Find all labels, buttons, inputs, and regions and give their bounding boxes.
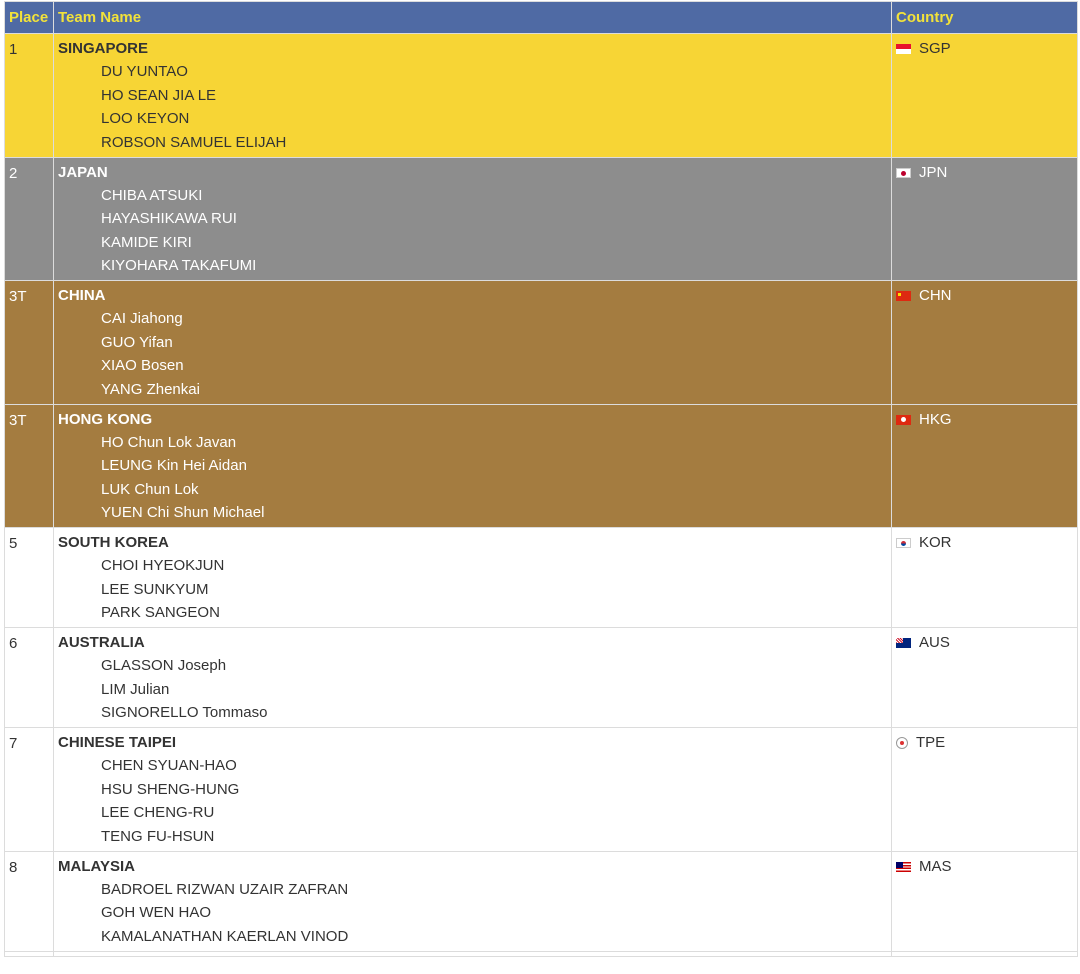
team-member[interactable]: ROBSON SAMUEL ELIJAH: [101, 133, 287, 151]
team-cell: [54, 528, 892, 628]
country-cell: [892, 34, 1078, 158]
country-code: JPN: [919, 163, 948, 181]
country-info[interactable]: [896, 165, 1077, 181]
team-cell: [54, 628, 892, 728]
team-member[interactable]: LIM Julian: [101, 680, 170, 698]
team-name[interactable]: MALAYSIA: [58, 857, 135, 875]
team-name[interactable]: SOUTH KOREA: [58, 534, 169, 551]
country-code: MAS: [919, 857, 952, 875]
team-member[interactable]: KAMALANATHAN KAERLAN VINOD: [101, 927, 349, 945]
country-info[interactable]: [896, 735, 1077, 751]
team-member[interactable]: LUK Chun Lok: [101, 480, 199, 498]
country-cell: [892, 528, 1078, 628]
team-member[interactable]: GUO Yifan: [101, 333, 173, 351]
country-info[interactable]: [896, 859, 1077, 875]
country-cell: [892, 157, 1078, 281]
team-member[interactable]: KIYOHARA TAKAFUMI: [101, 257, 257, 274]
team-name[interactable]: SINGAPORE: [58, 40, 149, 57]
team-cell: [54, 851, 892, 951]
team-member[interactable]: BADROEL RIZWAN UZAIR ZAFRAN: [101, 880, 349, 898]
place-cell: 7: [5, 728, 54, 852]
country-info[interactable]: [896, 635, 1077, 651]
table-row: [5, 404, 1078, 528]
team-name[interactable]: JAPAN: [58, 163, 108, 181]
table-row: [5, 528, 1078, 628]
place-cell: 2: [5, 157, 54, 281]
team-member[interactable]: YANG Zhenkai: [101, 380, 200, 398]
header-team-name[interactable]: Team Name: [54, 2, 892, 34]
country-code: CHN: [919, 287, 952, 304]
empty-cell: [892, 951, 1078, 956]
team-member[interactable]: HAYASHIKAWA RUI: [101, 210, 237, 227]
team-member[interactable]: LEUNG Kin Hei Aidan: [101, 457, 247, 474]
country-code: SGP: [919, 40, 951, 57]
place-cell: 1: [5, 34, 54, 158]
place-cell: 6: [5, 628, 54, 728]
country-code: KOR: [919, 534, 952, 551]
team-member[interactable]: SIGNORELLO Tommaso: [101, 704, 268, 721]
team-member[interactable]: GLASSON Joseph: [101, 657, 227, 674]
team-member[interactable]: HSU SHENG-HUNG: [101, 780, 240, 798]
country-info[interactable]: [896, 535, 1077, 551]
country-cell: [892, 628, 1078, 728]
japan-flag-icon: [896, 168, 911, 178]
team-member[interactable]: CHOI HYEOKJUN: [101, 557, 225, 574]
table-header-row: [5, 2, 1078, 34]
results-table: [4, 1, 1078, 957]
table-row: [5, 34, 1078, 158]
malaysia-flag-icon: [896, 862, 911, 872]
team-member[interactable]: HO Chun Lok Javan: [101, 433, 237, 451]
table-row-partial: [5, 951, 1078, 956]
country-code: AUS: [919, 634, 950, 651]
team-member[interactable]: GOH WEN HAO: [101, 904, 212, 921]
team-cell: [54, 404, 892, 528]
south-korea-flag-icon: [896, 538, 911, 548]
team-member[interactable]: DU YUNTAO: [101, 63, 188, 80]
team-member[interactable]: HO SEAN JIA LE: [101, 86, 217, 104]
team-cell: [54, 728, 892, 852]
table-row: [5, 157, 1078, 281]
place-cell: 5: [5, 528, 54, 628]
team-cell: [54, 281, 892, 405]
results-body: [5, 34, 1078, 957]
header-country[interactable]: Country: [892, 2, 1078, 34]
team-cell: [54, 34, 892, 158]
team-name[interactable]: HONG KONG: [58, 410, 153, 428]
chinese-taipei-flag-icon: [896, 737, 908, 749]
china-flag-icon: [896, 291, 911, 301]
team-name[interactable]: AUSTRALIA: [58, 634, 145, 651]
australia-flag-icon: [896, 638, 911, 648]
table-row: [5, 728, 1078, 852]
country-code: HKG: [919, 410, 952, 428]
team-member[interactable]: TENG FU-HSUN: [101, 827, 215, 845]
country-info[interactable]: [896, 412, 1077, 428]
team-name[interactable]: CHINA: [58, 287, 106, 304]
team-member[interactable]: XIAO Bosen: [101, 357, 184, 374]
team-member[interactable]: KAMIDE KIRI: [101, 233, 192, 251]
team-name[interactable]: CHINESE TAIPEI: [58, 734, 177, 751]
empty-cell: [54, 951, 892, 956]
place-cell: 3T: [5, 281, 54, 405]
table-row: [5, 281, 1078, 405]
team-member[interactable]: YUEN Chi Shun Michael: [101, 504, 265, 521]
place-cell: 3T: [5, 404, 54, 528]
country-info[interactable]: [896, 288, 1077, 304]
country-info[interactable]: [896, 41, 1077, 57]
team-member[interactable]: CAI Jiahong: [101, 310, 183, 327]
table-row: [5, 851, 1078, 951]
header-place[interactable]: Place: [5, 2, 54, 34]
team-member[interactable]: LEE SUNKYUM: [101, 580, 209, 598]
table-row: [5, 628, 1078, 728]
country-code: TPE: [916, 734, 946, 751]
team-member[interactable]: LOO KEYON: [101, 110, 190, 127]
team-member[interactable]: LEE CHENG-RU: [101, 804, 215, 821]
team-member[interactable]: CHIBA ATSUKI: [101, 186, 203, 204]
singapore-flag-icon: [896, 44, 911, 54]
country-cell: [892, 281, 1078, 405]
team-member[interactable]: CHEN SYUAN-HAO: [101, 757, 237, 774]
hong-kong-flag-icon: [896, 415, 911, 425]
team-cell: [54, 157, 892, 281]
team-member[interactable]: PARK SANGEON: [101, 604, 220, 621]
country-cell: [892, 851, 1078, 951]
country-cell: [892, 728, 1078, 852]
empty-cell: [5, 951, 54, 956]
country-cell: [892, 404, 1078, 528]
place-cell: 8: [5, 851, 54, 951]
